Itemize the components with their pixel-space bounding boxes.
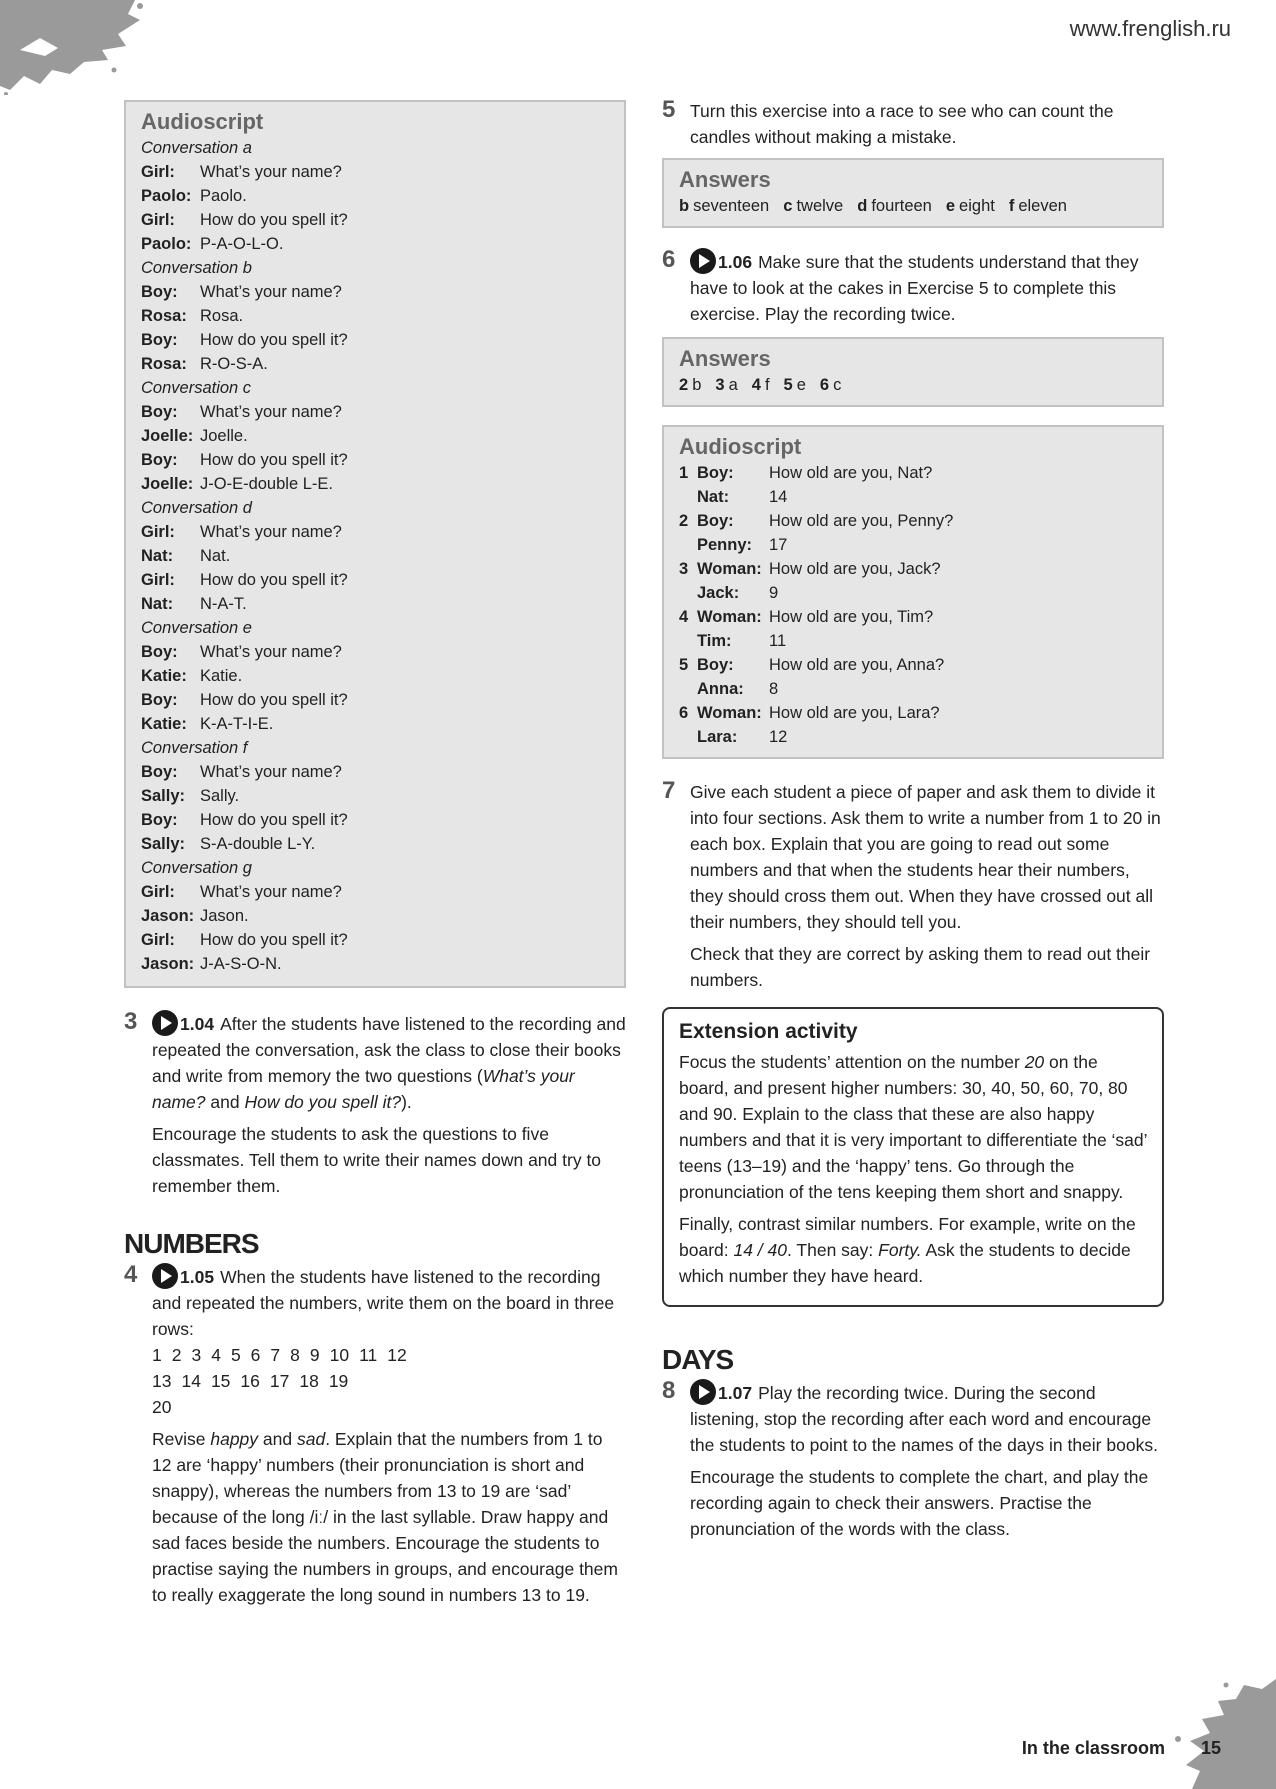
speaker-name: Rosa: — [141, 355, 187, 373]
dialogue-text: 14 — [769, 488, 788, 506]
speaker-name: Girl: — [141, 883, 175, 901]
track-number: 1.05 — [180, 1267, 215, 1287]
dialogue-line — [141, 664, 610, 688]
speaker-name: Sally: — [141, 787, 186, 805]
dialogue-text: S-A-double L-Y. — [200, 835, 316, 853]
answer-value: c — [833, 376, 842, 394]
dialogue-line — [679, 629, 1148, 653]
exercise-number: 7 — [662, 777, 676, 804]
speaker-name: Katie: — [141, 715, 187, 733]
answer-key: f — [1008, 197, 1015, 215]
dialogue-text: 17 — [769, 536, 788, 554]
dialogue-line — [679, 725, 1148, 749]
speaker-name: Rosa: — [141, 307, 187, 325]
dialogue-line — [141, 712, 610, 736]
exercise-number: 6 — [662, 246, 676, 273]
exercise-6 — [662, 248, 1164, 327]
dialogue-text: What’s your name? — [200, 883, 342, 901]
extension-paragraph-2 — [679, 1211, 1148, 1289]
answer-key: 2 — [679, 376, 689, 394]
speaker-name: Boy: — [141, 643, 178, 661]
exercise-4-paragraph-1 — [152, 1263, 626, 1342]
play-audio-icon[interactable] — [690, 1379, 716, 1405]
line-number — [679, 725, 697, 749]
dialogue-line — [141, 400, 610, 424]
speaker-name: Girl: — [141, 163, 175, 181]
text: . Explain that the numbers from 1 to 12 are ‘happy’ numbers (their pronunciation is short and snappy), whereas the numbers from 13 to 19 are ‘sad’ because of the long /iː/ in the last syllable. Draw happy and sad faces beside the numbers. Encourage the students to practise saying the numbers in groups, and encourage them to really exaggerate the long sound in numbers 13 to 19. — [152, 1429, 618, 1605]
dialogue-line — [141, 592, 610, 616]
exercise-number: 8 — [662, 1377, 676, 1404]
dialogue-text: What’s your name? — [200, 403, 342, 421]
dialogue-text: What’s your name? — [200, 523, 342, 541]
exercise-3-paragraph-1 — [152, 1010, 626, 1115]
number-item: 10 — [329, 1345, 350, 1365]
line-number: 3 — [679, 560, 689, 578]
dialogue-text: How old are you, Penny? — [769, 512, 954, 530]
line-number — [679, 677, 697, 701]
left-column — [124, 100, 626, 1614]
dialogue-line — [679, 509, 1148, 533]
dialogue-text: What’s your name? — [200, 763, 342, 781]
answer-value: a — [728, 376, 738, 394]
number-item: 4 — [211, 1345, 221, 1365]
speaker-name: Jack: — [697, 584, 740, 602]
number-item: 17 — [269, 1371, 290, 1391]
dialogue-line — [141, 472, 610, 496]
answer-value: f — [764, 376, 770, 394]
decorative-splash-top-left — [0, 0, 150, 95]
answer-key: b — [679, 197, 690, 215]
number-row — [152, 1342, 626, 1368]
dialogue-text: How old are you, Jack? — [769, 560, 941, 578]
speaker-name: Woman: — [697, 704, 762, 722]
answer-item — [784, 376, 806, 394]
dialogue-text: How old are you, Anna? — [769, 656, 945, 674]
speaker-name: Girl: — [141, 931, 175, 949]
speaker-name: Girl: — [141, 571, 175, 589]
speaker-name: Boy: — [697, 464, 734, 482]
dialogue-text: What’s your name? — [200, 163, 342, 181]
italic-text: How do you spell it? — [244, 1092, 402, 1112]
speaker-name: Boy: — [141, 331, 178, 349]
speaker-name: Boy: — [141, 691, 178, 709]
number-item: 2 — [171, 1345, 182, 1365]
text: ). — [401, 1092, 412, 1112]
days-heading: DAYS — [662, 1344, 734, 1375]
answers-box-5 — [662, 158, 1164, 228]
italic-text: sad — [296, 1429, 326, 1449]
extension-paragraph-1 — [679, 1049, 1148, 1205]
dialogue-text: 11 — [769, 632, 787, 650]
number-item: 13 — [152, 1371, 172, 1391]
speaker-name: Boy: — [141, 283, 178, 301]
speaker-name: Tim: — [697, 632, 732, 650]
dialogue-text: How do you spell it? — [200, 811, 348, 829]
dialogue-line — [679, 461, 1148, 485]
speaker-name: Paolo: — [141, 187, 192, 205]
answer-value: eight — [959, 197, 995, 215]
dialogue-text: 12 — [769, 728, 788, 746]
text: After the students have listened to the recording and repeated the conversation, ask the class to close their books and write from memory the two questions ( — [152, 1014, 626, 1086]
play-audio-icon[interactable] — [152, 1010, 178, 1036]
answer-item — [715, 376, 737, 394]
answer-item — [679, 197, 769, 215]
answers-title: Answers — [679, 346, 771, 371]
speaker-name: Joelle: — [141, 427, 194, 445]
dialogue-line — [679, 605, 1148, 629]
dialogue-text: K-A-T-I-E. — [200, 715, 274, 733]
number-item: 6 — [250, 1345, 261, 1365]
exercise-7-paragraph-2: Check that they are correct by asking them to read out their numbers. — [690, 944, 1151, 990]
answer-item — [783, 197, 843, 215]
numbers-heading: NUMBERS — [124, 1228, 259, 1259]
conversation-label: Conversation f — [141, 739, 248, 757]
dialogue-line — [141, 352, 610, 376]
dialogue-text: 9 — [769, 584, 779, 602]
number-item: 12 — [387, 1345, 407, 1365]
exercise-number: 5 — [662, 96, 676, 123]
speaker-name: Joelle: — [141, 475, 194, 493]
speaker-name: Woman: — [697, 560, 762, 578]
exercise-number: 4 — [124, 1261, 138, 1288]
dialogue-text: Rosa. — [200, 307, 244, 325]
conversation-label: Conversation e — [141, 619, 252, 637]
dialogue-text: How old are you, Nat? — [769, 464, 933, 482]
number-item: 8 — [290, 1345, 300, 1365]
exercise-4 — [124, 1263, 626, 1608]
line-number — [679, 533, 697, 557]
answer-item — [1009, 197, 1067, 215]
number-item: 5 — [230, 1345, 241, 1365]
text: and — [258, 1429, 297, 1449]
speaker-name: Nat: — [697, 488, 730, 506]
conversation-label: Conversation d — [141, 499, 252, 517]
answer-key: 4 — [751, 376, 761, 394]
speaker-name: Boy: — [697, 512, 734, 530]
dialogue-text: J-A-S-O-N. — [200, 955, 282, 973]
dialogue-text: 8 — [769, 680, 779, 698]
dialogue-line — [141, 304, 610, 328]
dialogue-line — [679, 677, 1148, 701]
right-column — [662, 98, 1164, 1548]
speaker-name: Woman: — [697, 608, 762, 626]
number-item: 11 — [359, 1345, 378, 1365]
extension-title: Extension activity — [679, 1020, 858, 1043]
number-rows — [152, 1342, 626, 1420]
answers-title: Answers — [679, 167, 771, 192]
number-item: 1 — [152, 1345, 162, 1365]
dialogue-line — [141, 784, 610, 808]
dialogue-line — [141, 424, 610, 448]
play-audio-icon[interactable] — [690, 248, 716, 274]
audioscript-box — [124, 100, 626, 988]
exercise-5 — [662, 98, 1164, 150]
dialogue-line — [141, 520, 610, 544]
italic-text: What’s your name? — [152, 1066, 575, 1112]
text: Ask the students to decide which number they have heard. — [679, 1240, 1131, 1286]
text: . Then say: — [787, 1240, 879, 1260]
play-audio-icon[interactable] — [152, 1263, 178, 1289]
dialogue-line — [679, 653, 1148, 677]
speaker-name: Paolo: — [141, 235, 192, 253]
text: Focus the students’ attention on the number — [679, 1052, 1025, 1072]
answer-key: 3 — [715, 376, 725, 394]
dialogue-text: Nat. — [200, 547, 231, 565]
dialogue-line — [141, 448, 610, 472]
track-number: 1.06 — [718, 252, 753, 272]
dialogue-text: Sally. — [200, 787, 240, 805]
answer-item — [820, 376, 841, 394]
answer-value: fourteen — [871, 197, 932, 215]
text: Make sure that the students understand that they have to look at the cakes in Exercise 5 to complete this exercise. Play the recording twice. — [690, 252, 1139, 324]
line-number — [679, 629, 697, 653]
audioscript-box-6 — [662, 425, 1164, 759]
exercise-8-paragraph-1 — [690, 1379, 1164, 1458]
exercise-number: 3 — [124, 1008, 138, 1035]
dialogue-line — [141, 328, 610, 352]
footer-section: In the classroom — [1021, 1738, 1165, 1758]
speaker-name: Anna: — [697, 680, 744, 698]
italic-text: Forty. — [878, 1240, 922, 1260]
dialogue-line — [141, 760, 610, 784]
page-footer — [1022, 1738, 1221, 1759]
track-number: 1.04 — [180, 1014, 215, 1034]
text: Revise — [152, 1429, 211, 1449]
exercise-6-text — [690, 248, 1164, 327]
number-row — [152, 1394, 626, 1420]
dialogue-line — [141, 232, 610, 256]
dialogue-text: How old are you, Lara? — [769, 704, 940, 722]
exercise-5-text: Turn this exercise into a race to see who can count the candles without making a mistake. — [690, 101, 1114, 147]
speaker-name: Girl: — [141, 523, 175, 541]
line-number — [679, 485, 697, 509]
text: Finally, contrast similar numbers. For example, write on the board: — [679, 1214, 1136, 1260]
dialogue-line — [141, 808, 610, 832]
dialogue-line — [141, 184, 610, 208]
number-row — [152, 1368, 626, 1394]
dialogue-text: How do you spell it? — [200, 211, 348, 229]
decorative-splash-bottom-right — [1166, 1679, 1276, 1789]
dialogue-text: How do you spell it? — [200, 931, 348, 949]
dialogue-line — [141, 904, 610, 928]
exercise-3 — [124, 1010, 626, 1199]
text: on the board, and present higher numbers: 30, 40, 50, 60, 70, 80 and 90. Explain to the class that these are also happy numbers and that it is very important to differentiate the ‘sad’ teens (13–19) and the ‘happy’ tens. Go through the pronunciation of the tens keeping them short and snappy. — [679, 1052, 1147, 1202]
answers-box-6 — [662, 337, 1164, 407]
exercise-3-paragraph-2: Encourage the students to ask the questions to five classmates. Tell them to write their names down and try to remember them. — [152, 1124, 602, 1196]
speaker-name: Boy: — [697, 656, 734, 674]
dialogue-line — [141, 928, 610, 952]
exercise-8-paragraph-2: Encourage the students to complete the chart, and play the recording again to check their answers. Practise the pronunciation of the words with the class. — [690, 1467, 1149, 1539]
website-url: www.frenglish.ru — [1069, 16, 1231, 41]
line-number: 6 — [679, 704, 689, 722]
dialogue-text: J-O-E-double L-E. — [200, 475, 333, 493]
dialogue-line — [141, 832, 610, 856]
dialogue-line — [141, 568, 610, 592]
dialogue-text: N-A-T. — [200, 595, 247, 613]
dialogue-line — [141, 544, 610, 568]
track-number: 1.07 — [718, 1383, 753, 1403]
conversation-label: Conversation c — [141, 379, 252, 397]
dialogue-line — [141, 280, 610, 304]
speaker-name: Lara: — [697, 728, 738, 746]
number-item: 20 — [152, 1397, 172, 1417]
exercise-8 — [662, 1379, 1164, 1542]
dialogue-text: Katie. — [200, 667, 243, 685]
answer-item — [752, 376, 770, 394]
dialogue-line — [141, 640, 610, 664]
speaker-name: Boy: — [141, 403, 178, 421]
italic-text: happy — [210, 1429, 259, 1449]
dialogue-text: How do you spell it? — [200, 451, 348, 469]
italic-text: 20 — [1024, 1052, 1045, 1072]
audioscript-title: Audioscript — [679, 434, 802, 459]
dialogue-text: How do you spell it? — [200, 571, 348, 589]
page-number: 15 — [1200, 1738, 1221, 1758]
answer-key: d — [857, 197, 868, 215]
dialogue-text: What’s your name? — [200, 283, 342, 301]
speaker-name: Nat: — [141, 547, 174, 565]
answer-key: 6 — [819, 376, 830, 394]
answer-item — [679, 376, 701, 394]
dialogue-text: P-A-O-L-O. — [200, 235, 284, 253]
conversation-label: Conversation a — [141, 139, 252, 157]
dialogue-text: Paolo. — [200, 187, 247, 205]
exercise-7 — [662, 779, 1164, 993]
text: Play the recording twice. During the second listening, stop the recording after each word and encourage the students to point to the names of the days in their books. — [690, 1383, 1158, 1455]
dialogue-line — [679, 701, 1148, 725]
text: and — [205, 1092, 245, 1112]
speaker-name: Boy: — [141, 451, 178, 469]
speaker-name: Penny: — [697, 536, 753, 554]
line-number: 2 — [679, 512, 689, 530]
dialogue-line — [141, 880, 610, 904]
answers-list — [679, 194, 1148, 218]
speaker-name: Boy: — [141, 811, 178, 829]
dialogue-line — [141, 160, 610, 184]
answer-value: e — [796, 376, 806, 394]
answer-key: 5 — [783, 376, 793, 394]
dialogue-line — [679, 533, 1148, 557]
dialogue-text: How do you spell it? — [200, 691, 348, 709]
dialogue-line — [679, 581, 1148, 605]
dialogue-line — [141, 208, 610, 232]
dialogue-text: How old are you, Tim? — [769, 608, 934, 626]
answer-value: b — [692, 376, 702, 394]
dialogue-text: Joelle. — [200, 427, 248, 445]
dialogue-line — [679, 485, 1148, 509]
number-item: 9 — [309, 1345, 320, 1365]
number-item: 3 — [191, 1345, 202, 1365]
dialogue-text: How do you spell it? — [200, 331, 348, 349]
number-item: 16 — [240, 1371, 260, 1391]
number-item: 7 — [270, 1345, 281, 1365]
line-number: 5 — [679, 656, 689, 674]
line-number: 1 — [679, 464, 689, 482]
dialogue-text: What’s your name? — [200, 643, 342, 661]
answer-value: twelve — [796, 197, 844, 215]
speaker-name: Jason: — [141, 955, 195, 973]
audioscript-title: Audioscript — [141, 109, 264, 134]
number-item: 19 — [328, 1371, 349, 1391]
dialogue-text: R-O-S-A. — [200, 355, 268, 373]
text: When the students have listened to the recording and repeated the numbers, write them on the board in three rows: — [152, 1267, 615, 1339]
answers-list — [679, 373, 1148, 397]
answer-item — [946, 197, 995, 215]
conversation-label: Conversation b — [141, 259, 252, 277]
dialogue-text: Jason. — [200, 907, 249, 925]
dialogue-line — [679, 557, 1148, 581]
exercise-7-paragraph-1: Give each student a piece of paper and ask them to divide it into four sections. Ask them to write a number from 1 to 20 in each box. Explain that you are going to read out some numbers and that when the students hear their numbers, they should cross them out. When they have crossed out all their numbers, they should tell you. — [690, 782, 1161, 932]
speaker-name: Jason: — [141, 907, 195, 925]
answer-item — [857, 197, 932, 215]
number-item: 15 — [210, 1371, 231, 1391]
speaker-name: Sally: — [141, 835, 186, 853]
exercise-4-paragraph-2 — [152, 1426, 626, 1608]
italic-text: 14 / 40 — [733, 1240, 788, 1260]
conversation-label: Conversation g — [141, 859, 252, 877]
line-number — [679, 581, 697, 605]
answer-key: c — [783, 197, 793, 215]
answer-value: eleven — [1018, 197, 1067, 215]
speaker-name: Boy: — [141, 763, 178, 781]
answer-key: e — [945, 197, 956, 215]
answer-value: seventeen — [693, 197, 770, 215]
line-number: 4 — [679, 608, 689, 626]
number-item: 14 — [181, 1371, 201, 1391]
speaker-name: Nat: — [141, 595, 174, 613]
speaker-name: Girl: — [141, 211, 175, 229]
number-item: 18 — [299, 1371, 319, 1391]
speaker-name: Katie: — [141, 667, 187, 685]
dialogue-line — [141, 688, 610, 712]
extension-activity-box — [662, 1007, 1164, 1307]
dialogue-line — [141, 952, 610, 976]
